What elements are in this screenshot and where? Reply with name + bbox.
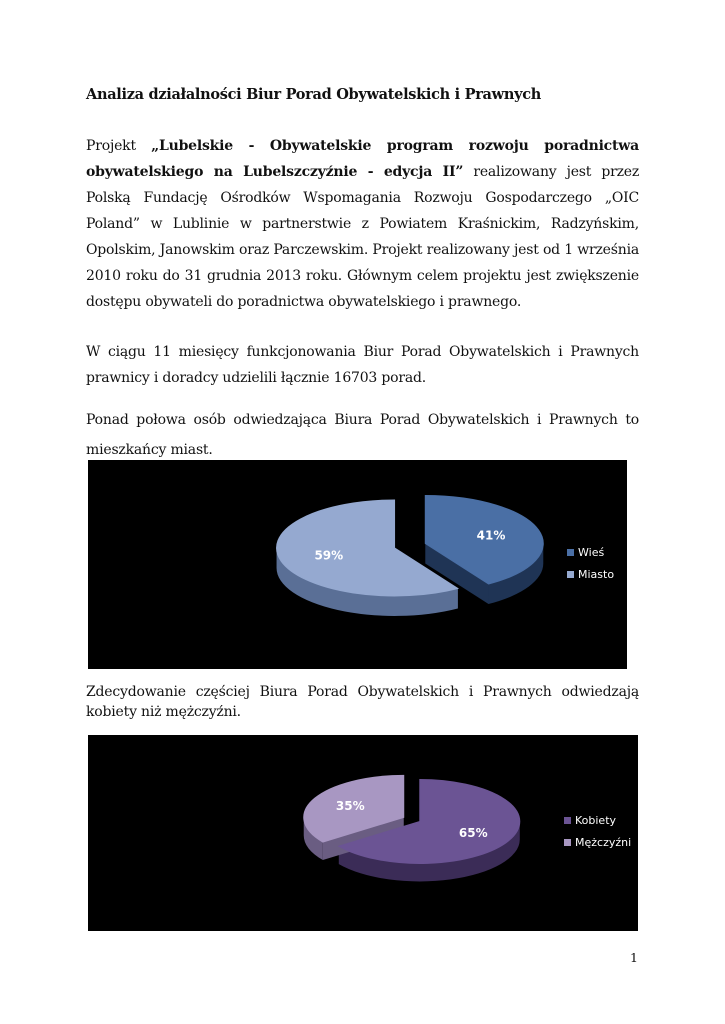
city-residents-paragraph: Ponad połowa osób odwiedzająca Biura Porad Obywatelskich i Prawnych to mieszkańcy miast. <box>86 412 639 458</box>
intro-rest: realizowany jest przez Polską Fundację Ośrodków Wspomagania Rozwoju Gospodarczego „OIC Poland” w Lublinie w partnerstwie z Powiatem Kraśnickim, Radzyńskim, Opolskim, Janowskim oraz Parczewskim. Projekt realizowany jest od 1 września 2010 roku do 31 grudnia 2013 roku. Głównym celem projektu jest zwiększenie dostępu obywateli do poradnictwa obywatelskiego i prawnego. <box>86 164 640 310</box>
gender-pie-chart <box>88 735 638 931</box>
legend-entry: Mężczyźni <box>575 836 632 849</box>
project-name: „Lubelskie - Obywatelskie program rozwoju poradnictwa obywatelskiego na Lubelszczyźnie - edycja II” <box>86 138 639 180</box>
legend-swatch <box>567 571 574 578</box>
intro-prefix: Projekt <box>86 138 152 154</box>
pie-data-label: 41% <box>476 528 506 543</box>
legend-swatch <box>564 839 571 846</box>
document-title: Analiza działalności Biur Porad Obywatelskich i Prawnych <box>86 86 541 103</box>
legend-entry: Miasto <box>578 568 615 581</box>
residence-pie-chart <box>88 460 627 669</box>
residence-pie-svg <box>88 460 627 669</box>
legend-swatch <box>564 817 571 824</box>
legend-entry: Kobiety <box>575 814 617 827</box>
pie-data-label: 35% <box>335 798 365 813</box>
page-number: 1 <box>630 950 638 965</box>
gender-paragraph: Zdecydowanie częściej Biura Porad Obywatelskich i Prawnych odwiedzają kobiety niż mężczyźni. <box>86 684 639 720</box>
advice-count-paragraph: W ciągu 11 miesięcy funkcjonowania Biur Porad Obywatelskich i Prawnych prawnicy i doradcy udzielili łącznie 16703 porad. <box>86 344 639 386</box>
legend-swatch <box>567 549 574 556</box>
intro-paragraph <box>86 133 639 315</box>
gender-pie-svg <box>88 735 638 931</box>
pie-data-label: 59% <box>314 548 344 563</box>
pie-data-label: 65% <box>458 825 488 840</box>
legend-entry: Wieś <box>578 546 605 559</box>
